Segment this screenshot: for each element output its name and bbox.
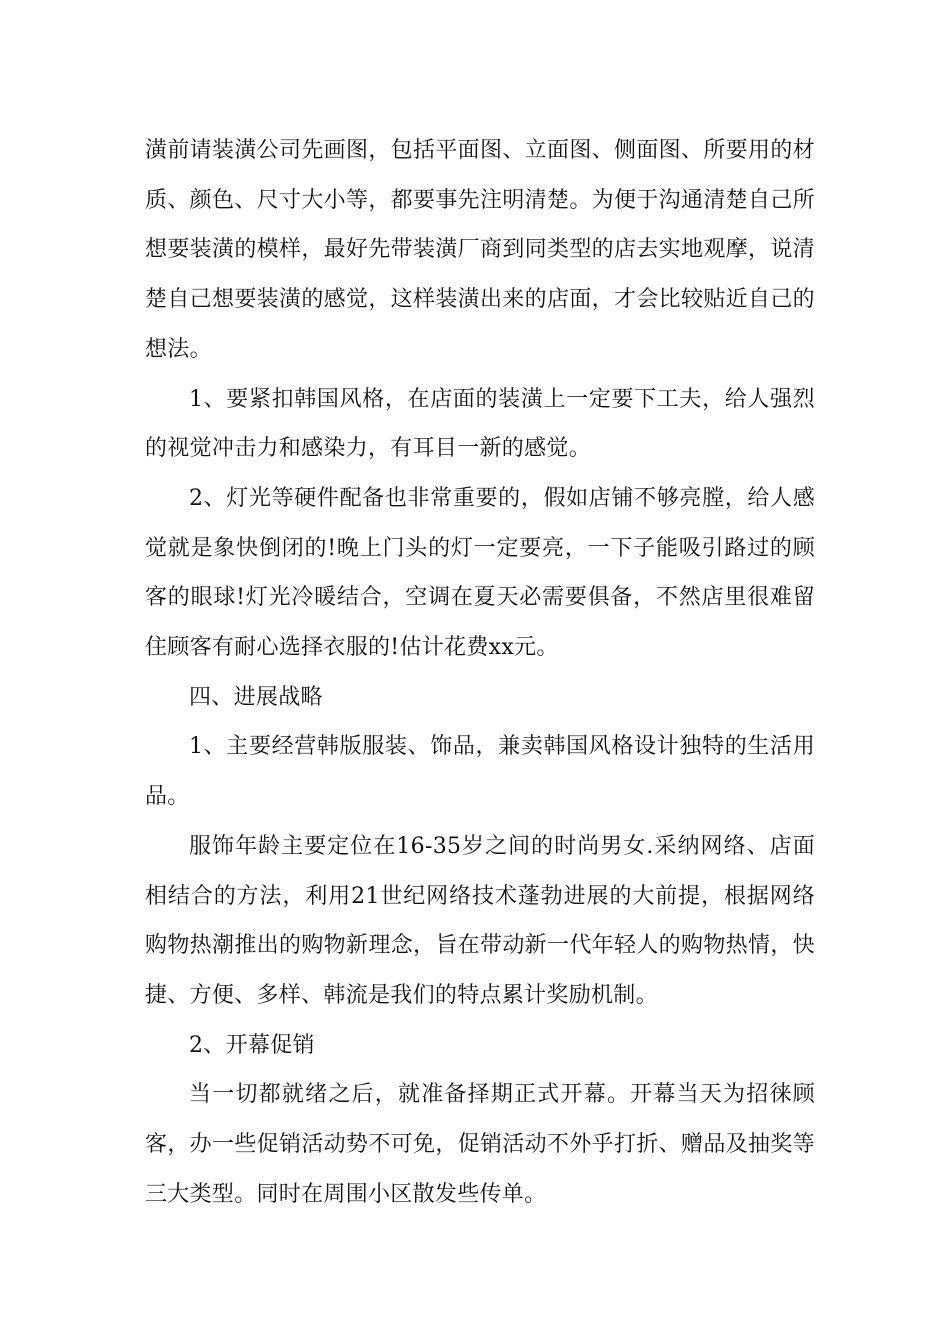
paragraph-lighting: 2、灯光等硬件配备也非常重要的，假如店铺不够亮膛，给人感觉就是象快倒闭的!晚上门头的灯一定要亮，一下子能吸引路过的顾客的眼球!灯光冷暖结合，空调在夏天必需要俱备，不然店里很难留住顾客有耐心选择衣服的!估计花费xx元。 bbox=[145, 485, 815, 661]
paragraph-target-market: 服饰年龄主要定位在16-35岁之间的时尚男女.采纳网络、店面相结合的方法，利用21世纪网络技术蓬勃进展的大前提，根据网络购物热潮推出的购物新理念，旨在带动新一代年轻人的购物热情，快捷、方便、多样、韩流是我们的特点累计奖励机制。 bbox=[145, 833, 815, 1008]
section-heading-development-strategy: 四、进展战略 bbox=[189, 684, 323, 710]
paragraph-main-business: 1、主要经营韩版服装、饰品，兼卖韩国风格设计独特的生活用品。 bbox=[145, 734, 815, 810]
document-body bbox=[145, 126, 815, 1219]
paragraph-renovation-planning: 潢前请装潢公司先画图，包括平面图、立面图、侧面图、所要用的材质、颜色、尺寸大小等，都要事先注明清楚。为便于沟通清楚自己所想要装潢的模样，最好先带装潢厂商到同类型的店去实地观摩，说清楚自己想要装潢的感觉，这样装潢出来的店面，才会比较贴近自己的想法。 bbox=[145, 138, 815, 362]
section-heading-opening-promotion: 2、开幕促销 bbox=[189, 1032, 315, 1058]
paragraph-opening-day: 当一切都就绪之后，就准备择期正式开幕。开幕当天为招徕顾客，办一些促销活动势不可免，促销活动不外乎打折、赠品及抽奖等三大类型。同时在周围小区散发些传单。 bbox=[145, 1082, 815, 1207]
paragraph-korean-style: 1、要紧扣韩国风格，在店面的装潢上一定要下工夫，给人强烈的视觉冲击力和感染力，有耳目一新的感觉。 bbox=[145, 386, 815, 462]
